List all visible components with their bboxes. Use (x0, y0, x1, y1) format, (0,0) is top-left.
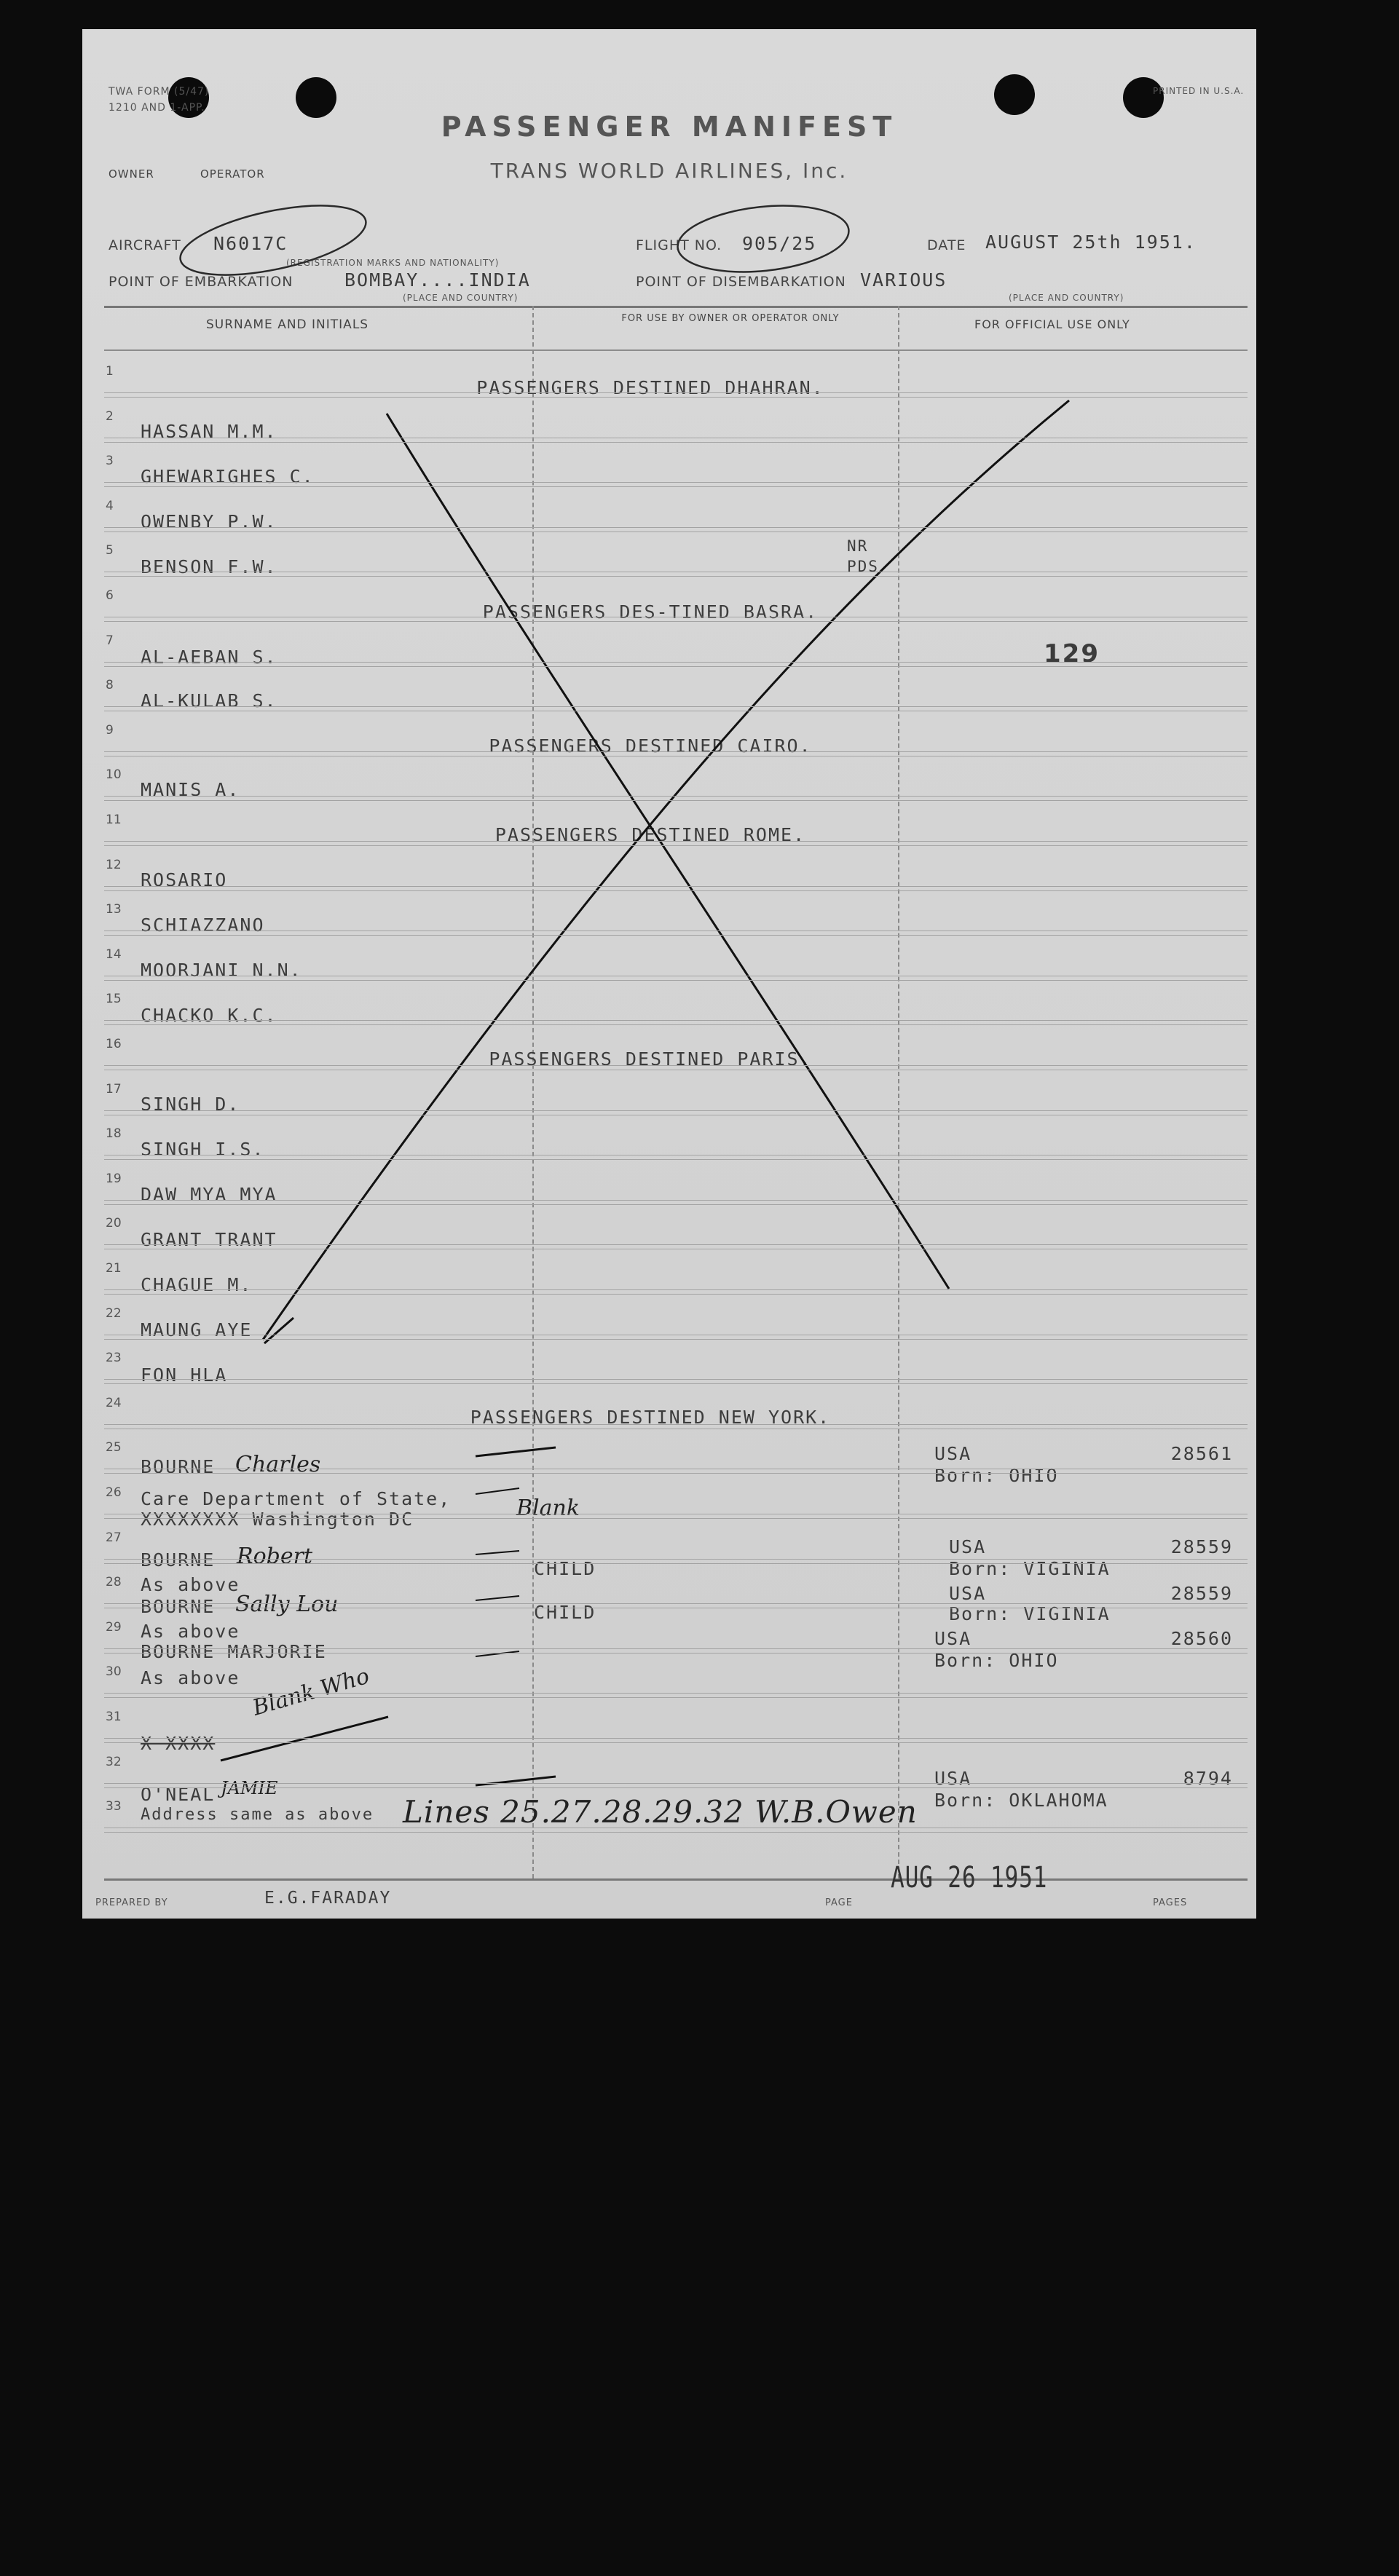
pen-mark (476, 1488, 519, 1494)
row-rule (104, 527, 1248, 528)
row-rule (104, 1289, 1248, 1290)
section-cairo: PASSENGERS DESTINED CAIRO. (489, 735, 812, 756)
birthplace: Born: OHIO (934, 1465, 1059, 1486)
embarkation-value: BOMBAY....INDIA (344, 269, 531, 291)
document-title: PASSENGER MANIFEST (441, 111, 898, 143)
line-number: 15 (106, 992, 122, 1006)
line-number: 29 (106, 1620, 122, 1635)
row-rule (104, 1518, 1248, 1519)
prepared-by-value: E.G.FARADAY (264, 1889, 392, 1908)
line-number: 3 (106, 454, 114, 468)
passenger-name: MAUNG AYE (141, 1319, 253, 1340)
nationality: USA (934, 1768, 972, 1789)
passenger-name: BOURNE (141, 1596, 216, 1617)
date-value: AUGUST 25th 1951. (985, 232, 1197, 253)
row-rule (104, 845, 1248, 846)
aircraft-value: N6017C (213, 233, 288, 254)
nationality: USA (934, 1628, 972, 1649)
row-rule (104, 397, 1248, 398)
nationality: USA (949, 1583, 987, 1604)
line-number: 12 (106, 858, 122, 872)
passenger-name: AL-AEBAN S. (141, 647, 277, 668)
row-rule (104, 1832, 1248, 1833)
row-rule (104, 1110, 1248, 1111)
row-rule (104, 1379, 1248, 1380)
row-rule (104, 1653, 1248, 1654)
pen-mark (476, 1551, 519, 1554)
row-rule (104, 935, 1248, 936)
owner-label: OWNER (109, 167, 154, 181)
handwritten-name: Sally Lou (235, 1592, 339, 1617)
row-rule (104, 796, 1248, 797)
birthplace: Born: VIGINIA (949, 1558, 1111, 1579)
row-rule (104, 1244, 1248, 1245)
birthplace: Born: OHIO (934, 1650, 1059, 1671)
cancel-stroke (387, 414, 949, 1289)
embarkation-caption: (PLACE AND COUNTRY) (403, 293, 519, 303)
passport-number: 28561 (1170, 1443, 1233, 1464)
official-number: 129 (1044, 639, 1100, 668)
row-rule (104, 1738, 1248, 1739)
section-new-york: PASSENGERS DESTINED NEW YORK. (470, 1407, 831, 1428)
line-number: 23 (106, 1351, 122, 1365)
aircraft-caption: (REGISTRATION MARKS AND NATIONALITY) (286, 258, 500, 268)
line-number: 14 (106, 947, 122, 962)
pen-mark (476, 1596, 519, 1600)
row-rule (104, 1559, 1248, 1560)
passenger-name: O'NEAL (141, 1784, 216, 1805)
row-rule (104, 1065, 1248, 1066)
owner-note: CHILD (534, 1602, 596, 1623)
pen-mark (221, 1717, 388, 1761)
line-number: 21 (106, 1261, 122, 1276)
row-rule (104, 1200, 1248, 1201)
handwritten-note: Blank Who (250, 1663, 373, 1721)
pen-mark (476, 1447, 556, 1456)
row-rule (104, 1693, 1248, 1694)
pen-mark (476, 1777, 556, 1785)
section-rome: PASSENGERS DESTINED ROME. (494, 824, 806, 845)
row-rule (104, 1339, 1248, 1340)
aircraft-circle (175, 192, 372, 288)
disembarkation-value: VARIOUS (860, 269, 947, 291)
line-number: 24 (106, 1396, 122, 1410)
section-basra: PASSENGERS DES-TINED BASRA. (482, 601, 819, 623)
row-rule (104, 1742, 1248, 1743)
line-number: 26 (106, 1485, 122, 1500)
date-received-stamp: AUG 26 1951 (891, 1861, 1048, 1895)
form-code: TWA FORM (5/47) (109, 86, 210, 98)
row-rule (104, 1159, 1248, 1160)
line-number: 19 (106, 1172, 122, 1186)
address-line: Care Department of State, (141, 1488, 452, 1509)
row-rule (104, 1024, 1248, 1025)
passenger-name: DAW MYA MYA (141, 1184, 277, 1205)
line-number: 18 (106, 1126, 122, 1141)
passenger-name: MANIS A. (141, 779, 240, 800)
row-rule (104, 841, 1248, 842)
nationality: USA (949, 1536, 987, 1557)
owner-note: PDS (847, 558, 879, 575)
row-rule (104, 1787, 1248, 1788)
row-rule (104, 662, 1248, 663)
line-number: 17 (106, 1082, 122, 1097)
line-number: 32 (106, 1755, 122, 1769)
passenger-name: ROSARIO (141, 869, 228, 890)
row-rule (104, 1563, 1248, 1564)
flight-label: FLIGHT NO. (636, 237, 722, 253)
passenger-name: OWENBY P.W. (141, 511, 277, 532)
row-rule (104, 1204, 1248, 1205)
passenger-name: BOURNE MARJORIE (141, 1641, 327, 1662)
handwritten-annotation: Lines 25.27.28.29.32 W.B.Owen (403, 1794, 918, 1830)
column-header-owner: FOR USE BY OWNER OR OPERATOR ONLY (621, 313, 840, 324)
passenger-name: CHAGUE M. (141, 1274, 253, 1295)
cancel-stroke (263, 400, 1069, 1340)
row-rule (104, 442, 1248, 443)
birthplace: Born: OKLAHOMA (934, 1790, 1108, 1811)
address-line: As above (141, 1667, 240, 1688)
line-number: 16 (106, 1037, 122, 1051)
line-number: 33 (106, 1799, 122, 1814)
flight-circle (674, 198, 852, 280)
address-line: Address same as above (141, 1806, 374, 1824)
ink-marks (82, 29, 1256, 1919)
line-number: 9 (106, 723, 114, 738)
line-number: 1 (106, 364, 114, 379)
row-rule (104, 1383, 1248, 1384)
row-rule (104, 1473, 1248, 1474)
passenger-name: SCHIAZZANO (141, 914, 265, 936)
passenger-name: FON HLA (141, 1364, 228, 1386)
row-rule (104, 392, 1248, 393)
pages-label: PAGES (1153, 1897, 1188, 1908)
row-rule (104, 886, 1248, 887)
row-rule (104, 486, 1248, 487)
passport-number: 28560 (1170, 1628, 1233, 1649)
passenger-name: SINGH I.S. (141, 1139, 265, 1160)
section-paris: PASSENGERS DESTINED PARIS. (489, 1048, 812, 1070)
disembarkation-label: POINT OF DISEMBARKATION (636, 274, 846, 290)
flight-value: 905/25 (742, 233, 817, 254)
row-rule (104, 706, 1248, 707)
birthplace: Born: VIGINIA (949, 1603, 1111, 1624)
column-header-name: SURNAME AND INITIALS (206, 317, 369, 332)
aircraft-label: AIRCRAFT (109, 237, 181, 253)
address-line: As above (141, 1574, 240, 1595)
handwritten-note: Blank (516, 1496, 580, 1521)
passenger-name: BOURNE (141, 1549, 216, 1571)
owner-note: CHILD (534, 1558, 596, 1579)
row-rule (104, 1648, 1248, 1649)
line-number: 8 (106, 678, 114, 692)
line-number: 13 (106, 902, 122, 917)
passenger-name: CHACKO K.C. (141, 1005, 277, 1026)
passport-number: 8794 (1183, 1768, 1233, 1789)
handwritten-name: Charles (235, 1452, 321, 1477)
passenger-name: HASSAN M.M. (141, 421, 277, 442)
prepared-by-label: PREPARED BY (95, 1897, 168, 1908)
line-number: 30 (106, 1664, 122, 1679)
printed-in: PRINTED IN U.S.A. (1153, 86, 1245, 96)
row-rule (104, 666, 1248, 667)
line-number: 2 (106, 409, 114, 424)
passenger-name: GRANT TRANT (141, 1229, 277, 1250)
line-number: 6 (106, 588, 114, 603)
passenger-name: GHEWARIGHES C. (141, 466, 315, 487)
passenger-name: MOORJANI N.N. (141, 960, 302, 981)
handwritten-name: Robert (237, 1544, 313, 1569)
column-header-official: FOR OFFICIAL USE ONLY (974, 317, 1130, 331)
row-rule (104, 890, 1248, 891)
passenger-name: BOURNE (141, 1456, 216, 1477)
line-number: 27 (106, 1530, 122, 1545)
row-rule (104, 1424, 1248, 1425)
line-number: 11 (106, 813, 122, 827)
row-rule (104, 1020, 1248, 1021)
owner-note: NR (847, 537, 869, 555)
disembarkation-caption: (PLACE AND COUNTRY) (1009, 293, 1124, 303)
row-rule (104, 1697, 1248, 1698)
page-label: PAGE (825, 1897, 853, 1908)
manifest-sheet (82, 29, 1256, 1919)
line-number: 28 (106, 1575, 122, 1589)
passport-number: 28559 (1170, 1536, 1233, 1557)
section-dhahran: PASSENGERS DESTINED DHAHRAN. (476, 377, 824, 398)
line-number: 31 (106, 1710, 122, 1724)
struck-line: X XXXX (141, 1733, 216, 1754)
passenger-name: AL-KULAB S. (141, 690, 277, 711)
passenger-name: SINGH D. (141, 1094, 240, 1115)
embarkation-label: POINT OF EMBARKATION (109, 274, 293, 290)
row-rule (104, 576, 1248, 577)
handwritten-name: JAMIE (221, 1778, 278, 1798)
row-rule (104, 1783, 1248, 1784)
line-number: 5 (106, 543, 114, 558)
line-number: 7 (106, 633, 114, 648)
row-rule (104, 482, 1248, 483)
row-rule (104, 621, 1248, 622)
operator-label: OPERATOR (200, 167, 265, 181)
row-rule (104, 1294, 1248, 1295)
address-line: XXXXXXXX Washington DC (141, 1509, 414, 1530)
line-number: 10 (106, 767, 122, 782)
airline-name: TRANS WORLD AIRLINES, Inc. (490, 159, 848, 183)
line-number: 4 (106, 499, 114, 513)
address-line: As above (141, 1621, 240, 1642)
date-label: DATE (927, 237, 966, 253)
nationality: USA (934, 1443, 972, 1464)
row-rule (104, 980, 1248, 981)
passport-number: 28559 (1170, 1583, 1233, 1604)
passenger-name: BENSON F.W. (141, 556, 277, 577)
row-rule (104, 800, 1248, 801)
line-number: 25 (106, 1440, 122, 1455)
form-code-sub: 1210 AND 1-APP. (109, 102, 205, 114)
line-number: 22 (106, 1306, 122, 1321)
line-number: 20 (106, 1216, 122, 1230)
row-rule (104, 751, 1248, 752)
row-rule (104, 1603, 1248, 1604)
